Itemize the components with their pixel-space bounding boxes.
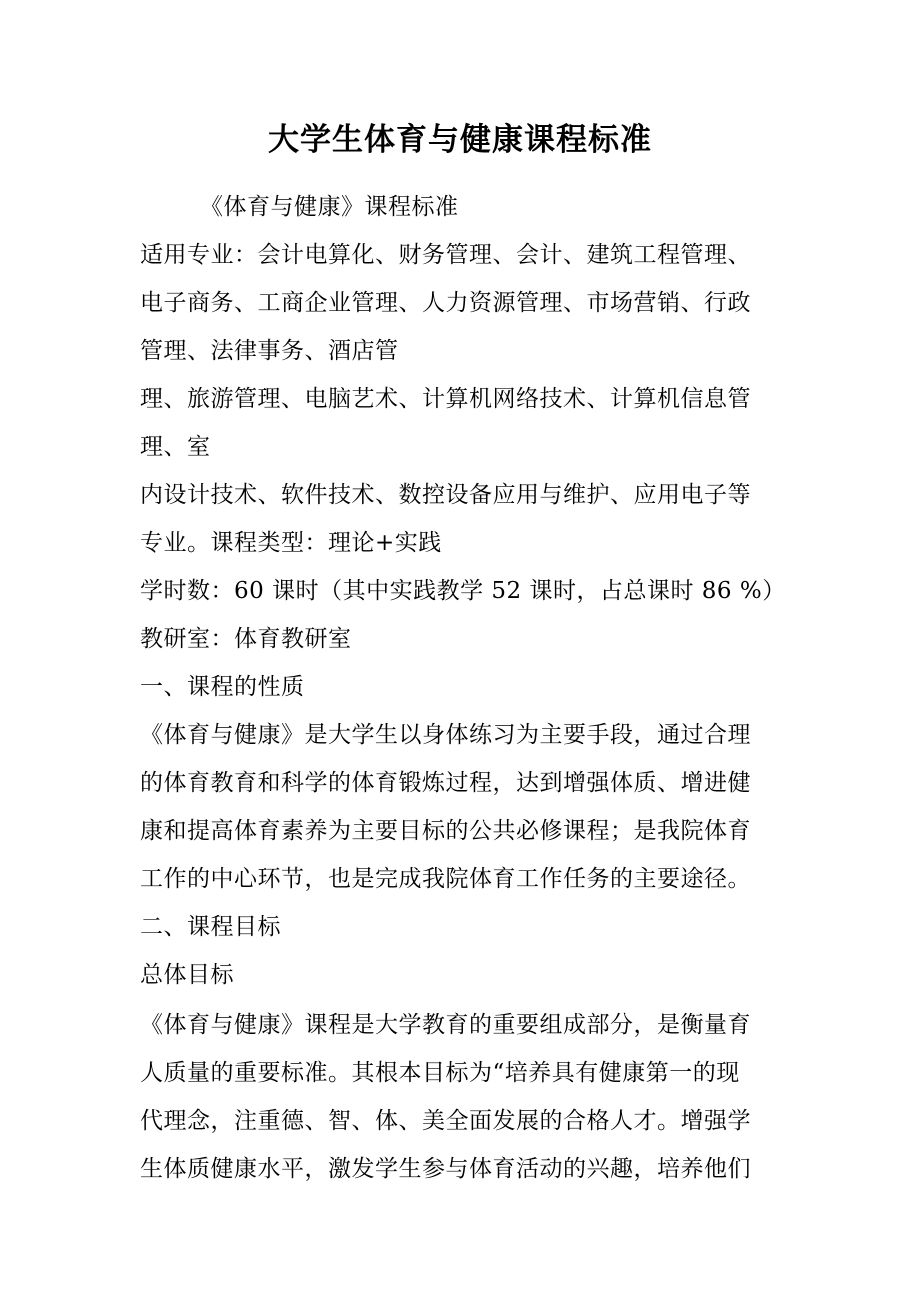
text-line: 教研室：体育教研室	[140, 626, 352, 652]
text-line: 专业。课程类型：理论+实践	[140, 530, 442, 556]
text-line: 理、室	[140, 434, 211, 460]
text-line: 生体质健康水平，激发学生参与体育活动的兴趣，培养他们	[140, 1156, 751, 1182]
text-line: 康和提高体育素养为主要目标的公共必修课程；是我院体育	[140, 818, 751, 844]
document-title: 大学生体育与健康课程标准	[268, 122, 652, 158]
text-line: 适用专业：会计电算化、财务管理、会计、建筑工程管理、	[140, 242, 751, 268]
text-line: 《体育与健康》是大学生以身体练习为主要手段，通过合理	[140, 722, 751, 748]
subsection-heading: 总体目标	[140, 962, 234, 988]
text-line: 内设计技术、软件技术、数控设备应用与维护、应用电子等	[140, 482, 751, 508]
text-line: 《体育与健康》课程是大学教育的重要组成部分，是衡量育	[140, 1012, 751, 1038]
text-line: 代理念，注重德、智、体、美全面发展的合格人才。增强学	[140, 1108, 751, 1134]
section-heading: 一、课程的性质	[140, 674, 305, 700]
text-line: 管理、法律事务、酒店管	[140, 338, 399, 364]
subtitle-line: 《体育与健康》课程标准	[200, 194, 459, 220]
text-line: 学时数：60 课时（其中实践教学 52 课时，占总课时 86 %）	[140, 578, 786, 604]
text-line: 工作的中心环节，也是完成我院体育工作任务的主要途径。	[140, 866, 751, 892]
text-line: 理、旅游管理、电脑艺术、计算机网络技术、计算机信息管	[140, 386, 751, 412]
text-line: 人质量的重要标准。其根本目标为“培养具有健康第一的现	[140, 1060, 740, 1086]
text-line: 的体育教育和科学的体育锻炼过程，达到增强体质、增进健	[140, 770, 751, 796]
text-line: 电子商务、工商企业管理、人力资源管理、市场营销、行政	[140, 290, 751, 316]
section-heading: 二、课程目标	[140, 914, 281, 940]
